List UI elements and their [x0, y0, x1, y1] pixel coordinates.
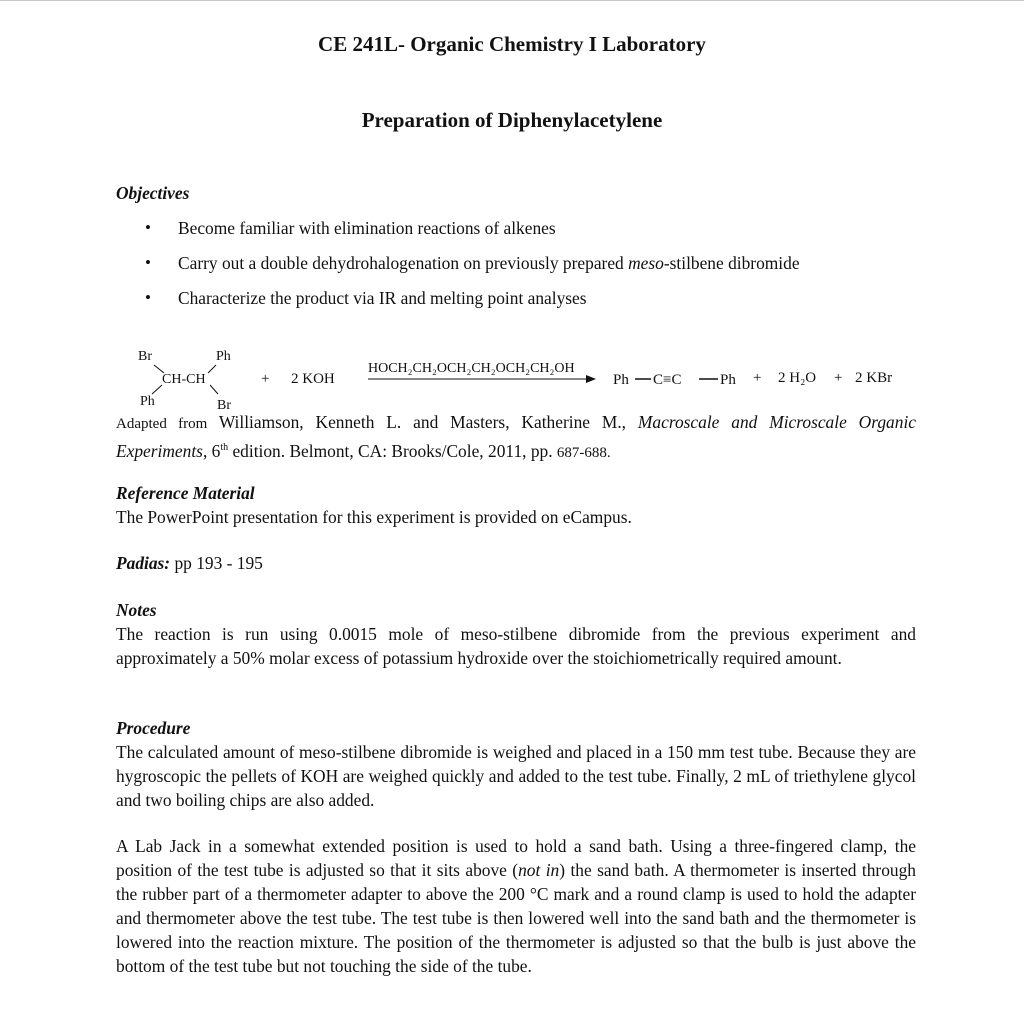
reactant-br-bottom: Br: [217, 398, 231, 411]
objectives-heading: Objectives: [116, 183, 190, 203]
reactant-core: CH-CH: [162, 372, 206, 387]
objective-item: [116, 216, 916, 251]
reference-text: The PowerPoint presentation for this experiment is provided on eCampus.: [116, 507, 632, 527]
procedure-paragraph-2: [116, 834, 916, 978]
padias-pages: pp 193 - 195: [170, 553, 263, 573]
product-alkyne: C≡C: [653, 372, 682, 388]
bond-br-bottom: [210, 385, 218, 394]
objective-text-pre: Carry out a double dehydrohalogenation on previously prepared: [178, 253, 629, 273]
procedure-p2-a: A Lab Jack in a somewhat extended position is used to hold a sand bath. Using a three-fingered clamp, the position of the test tube is adjusted so that it sits above (: [116, 836, 916, 880]
product-ph-left: Ph: [613, 372, 629, 388]
solvent-label: HOCH₂CH₂OCH₂CH₂OCH₂CH₂OH: [368, 361, 575, 376]
citation-prefix: Adapted from: [116, 416, 208, 432]
objective-text: Characterize the product via IR and melting point analyses: [178, 288, 587, 308]
procedure-heading: Procedure: [116, 718, 191, 738]
plus-sign: +: [753, 370, 762, 386]
product-ph-right: Ph: [720, 372, 736, 388]
course-title: CE 241L- Organic Chemistry I Laboratory: [318, 32, 706, 56]
padias-line: [116, 551, 916, 575]
citation: [116, 410, 916, 465]
water-product: 2 H₂O: [778, 370, 817, 386]
koh-reagent: 2 KOH: [291, 371, 335, 387]
reactant-ph-top: Ph: [216, 349, 231, 364]
objectives-list: [116, 216, 916, 321]
plus-sign: +: [261, 371, 270, 387]
citation-pages: 687-688.: [556, 444, 611, 461]
bond-ph-top: [208, 365, 216, 373]
citation-edition-sup: th: [220, 442, 229, 453]
notes-text: The reaction is run using 0.0015 mole of meso-stilbene dibromide from the previous experiment and approximately a 50% molar excess of potassium hydroxide over the stoichiometrically required amount.: [116, 624, 916, 668]
objective-text-em: meso: [628, 253, 664, 273]
reactant-br-top: Br: [138, 349, 152, 364]
citation-authors: Williamson, Kenneth L. and Masters, Katherine M.,: [207, 412, 638, 432]
objective-text-post: -stilbene dibromide: [663, 253, 800, 273]
procedure-p2-em: not in: [518, 860, 560, 880]
citation-rest: edition. Belmont, CA: Brooks/Cole, 2011, pp.: [228, 440, 557, 461]
bond-ph-bottom: [152, 385, 162, 394]
citation-book: Macroscale and Microscale Organic Experiments: [116, 412, 917, 461]
reaction-scheme: [116, 345, 916, 411]
notes-heading: Notes: [116, 600, 157, 620]
reaction-svg: [116, 345, 916, 411]
objective-item: [116, 251, 916, 286]
procedure-paragraph-1: The calculated amount of meso-stilbene dibromide is weighed and placed in a 150 mm test tube. Because they are hygroscopic the pellets of KOH are weighed quickly and added to the test tube. Finally, 2 mL of triethylene glycol and two boiling chips are also added.: [116, 742, 916, 810]
citation-edition: , 6: [202, 440, 221, 461]
procedure-p2-b: ) the sand bath. A thermometer is inserted through the rubber part of a thermometer adapter to above the 200 °C mark and a round clamp is used to hold the adapter and thermometer above the test tube. The test tube is then lowered well into the sand bath and the thermometer is lowered into the reaction mixture. The position of the thermometer is adjusted so that the bulb is just above the bottom of the test tube but not touching the side of the tube.: [116, 860, 916, 976]
objective-item: [116, 286, 916, 321]
experiment-title: Preparation of Diphenylacetylene: [361, 108, 663, 132]
padias-label: Padias:: [116, 553, 171, 573]
reactant-ph-bottom: Ph: [140, 394, 155, 409]
objective-text: Become familiar with elimination reactions of alkenes: [178, 218, 556, 238]
plus-sign: +: [834, 370, 843, 386]
kbr-product: 2 KBr: [855, 370, 893, 386]
reaction-arrow-head: [586, 375, 596, 383]
reference-heading: Reference Material: [116, 483, 255, 503]
